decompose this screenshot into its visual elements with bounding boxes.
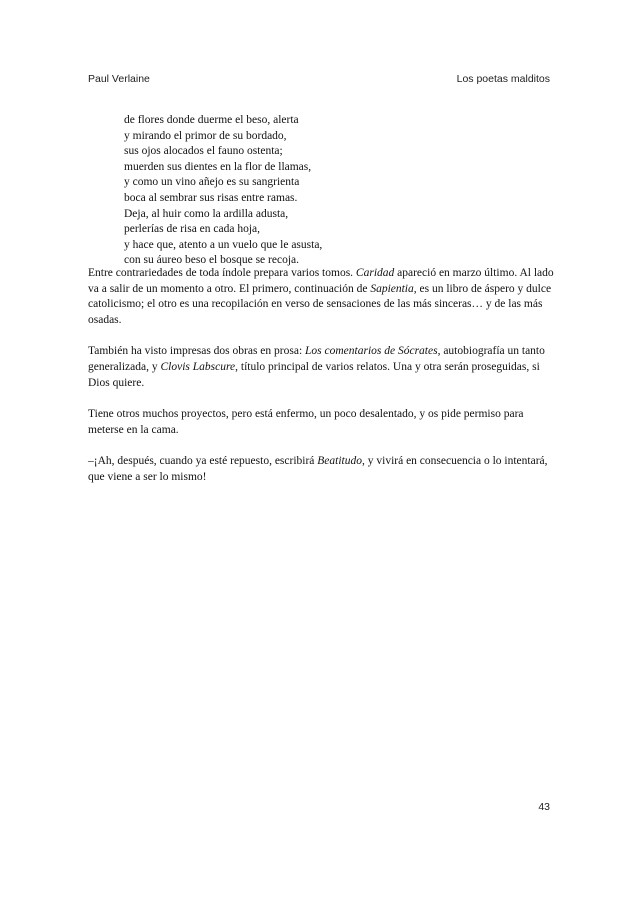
poem-line: y mirando el primor de su bordado,	[124, 129, 287, 142]
poem-line: y hace que, atento a un vuelo que le asusta,	[124, 238, 323, 251]
text-run: Entre contrariedades de toda índole prepara varios tomos.	[88, 267, 356, 279]
poem-line: de flores donde duerme el beso, alerta	[124, 114, 299, 126]
book-title-clovis-labscure: Clovis Labscure	[160, 360, 236, 373]
poem-stanza	[124, 113, 544, 269]
book-title-caridad: Caridad	[355, 267, 395, 279]
header-author: Paul Verlaine	[88, 73, 150, 85]
text-run: , y vivirá en consecuencia o lo intentará, que viene a ser lo mismo!	[88, 455, 548, 483]
paragraph-beatitudo	[88, 454, 558, 485]
paragraph-works-in-preparation	[88, 266, 558, 328]
paragraph-prose-works	[88, 344, 558, 391]
poem-line: y como un vino añejo es su sangrienta	[124, 176, 300, 189]
poem-line: Deja, al huir como la ardilla adusta,	[124, 207, 289, 220]
poem-line: con su áureo beso el bosque se recoja.	[124, 254, 299, 267]
body-text	[88, 266, 558, 502]
text-run: , título principal de varios relatos. Una y otra serán proseguidas, si Dios quiere.	[88, 360, 540, 389]
page-header	[88, 73, 550, 89]
poem-line: perlerías de risa en cada hoja,	[124, 223, 261, 236]
book-title-socrates: Los comentarios de Sócrates	[305, 345, 438, 358]
poem-line: boca al sembrar sus risas entre ramas.	[124, 191, 298, 204]
text-run: apareció en marzo último. Al lado va a salir de un momento a otro. El primero, continuación de	[88, 267, 554, 295]
header-book-title: Los poetas malditos	[456, 73, 550, 85]
book-title-sapientia: Sapientia	[370, 282, 414, 295]
text-run: También ha visto impresas dos obras en prosa:	[88, 345, 306, 358]
text-run: Tiene otros muchos proyectos, pero está enfermo, un poco desalentado, y os pide permiso para meterse en la cama.	[88, 408, 524, 436]
text-run: , autobiografía un tanto generalizada, y	[88, 345, 545, 373]
text-run: , es un libro de áspero y dulce catolicismo; el otro es una recopilación en verso de sensaciones de las más sinceras… y de las más osadas.	[88, 282, 552, 326]
paragraph-projects	[88, 407, 558, 438]
text-run: –¡Ah, después, cuando ya esté repuesto, escribirá	[88, 455, 318, 468]
poem-line: sus ojos alocados el fauno ostenta;	[124, 145, 283, 158]
page-number: 43	[538, 801, 550, 813]
book-title-beatitudo: Beatitudo	[317, 455, 362, 468]
poem-line: muerden sus dientes en la flor de llamas,	[124, 160, 312, 173]
